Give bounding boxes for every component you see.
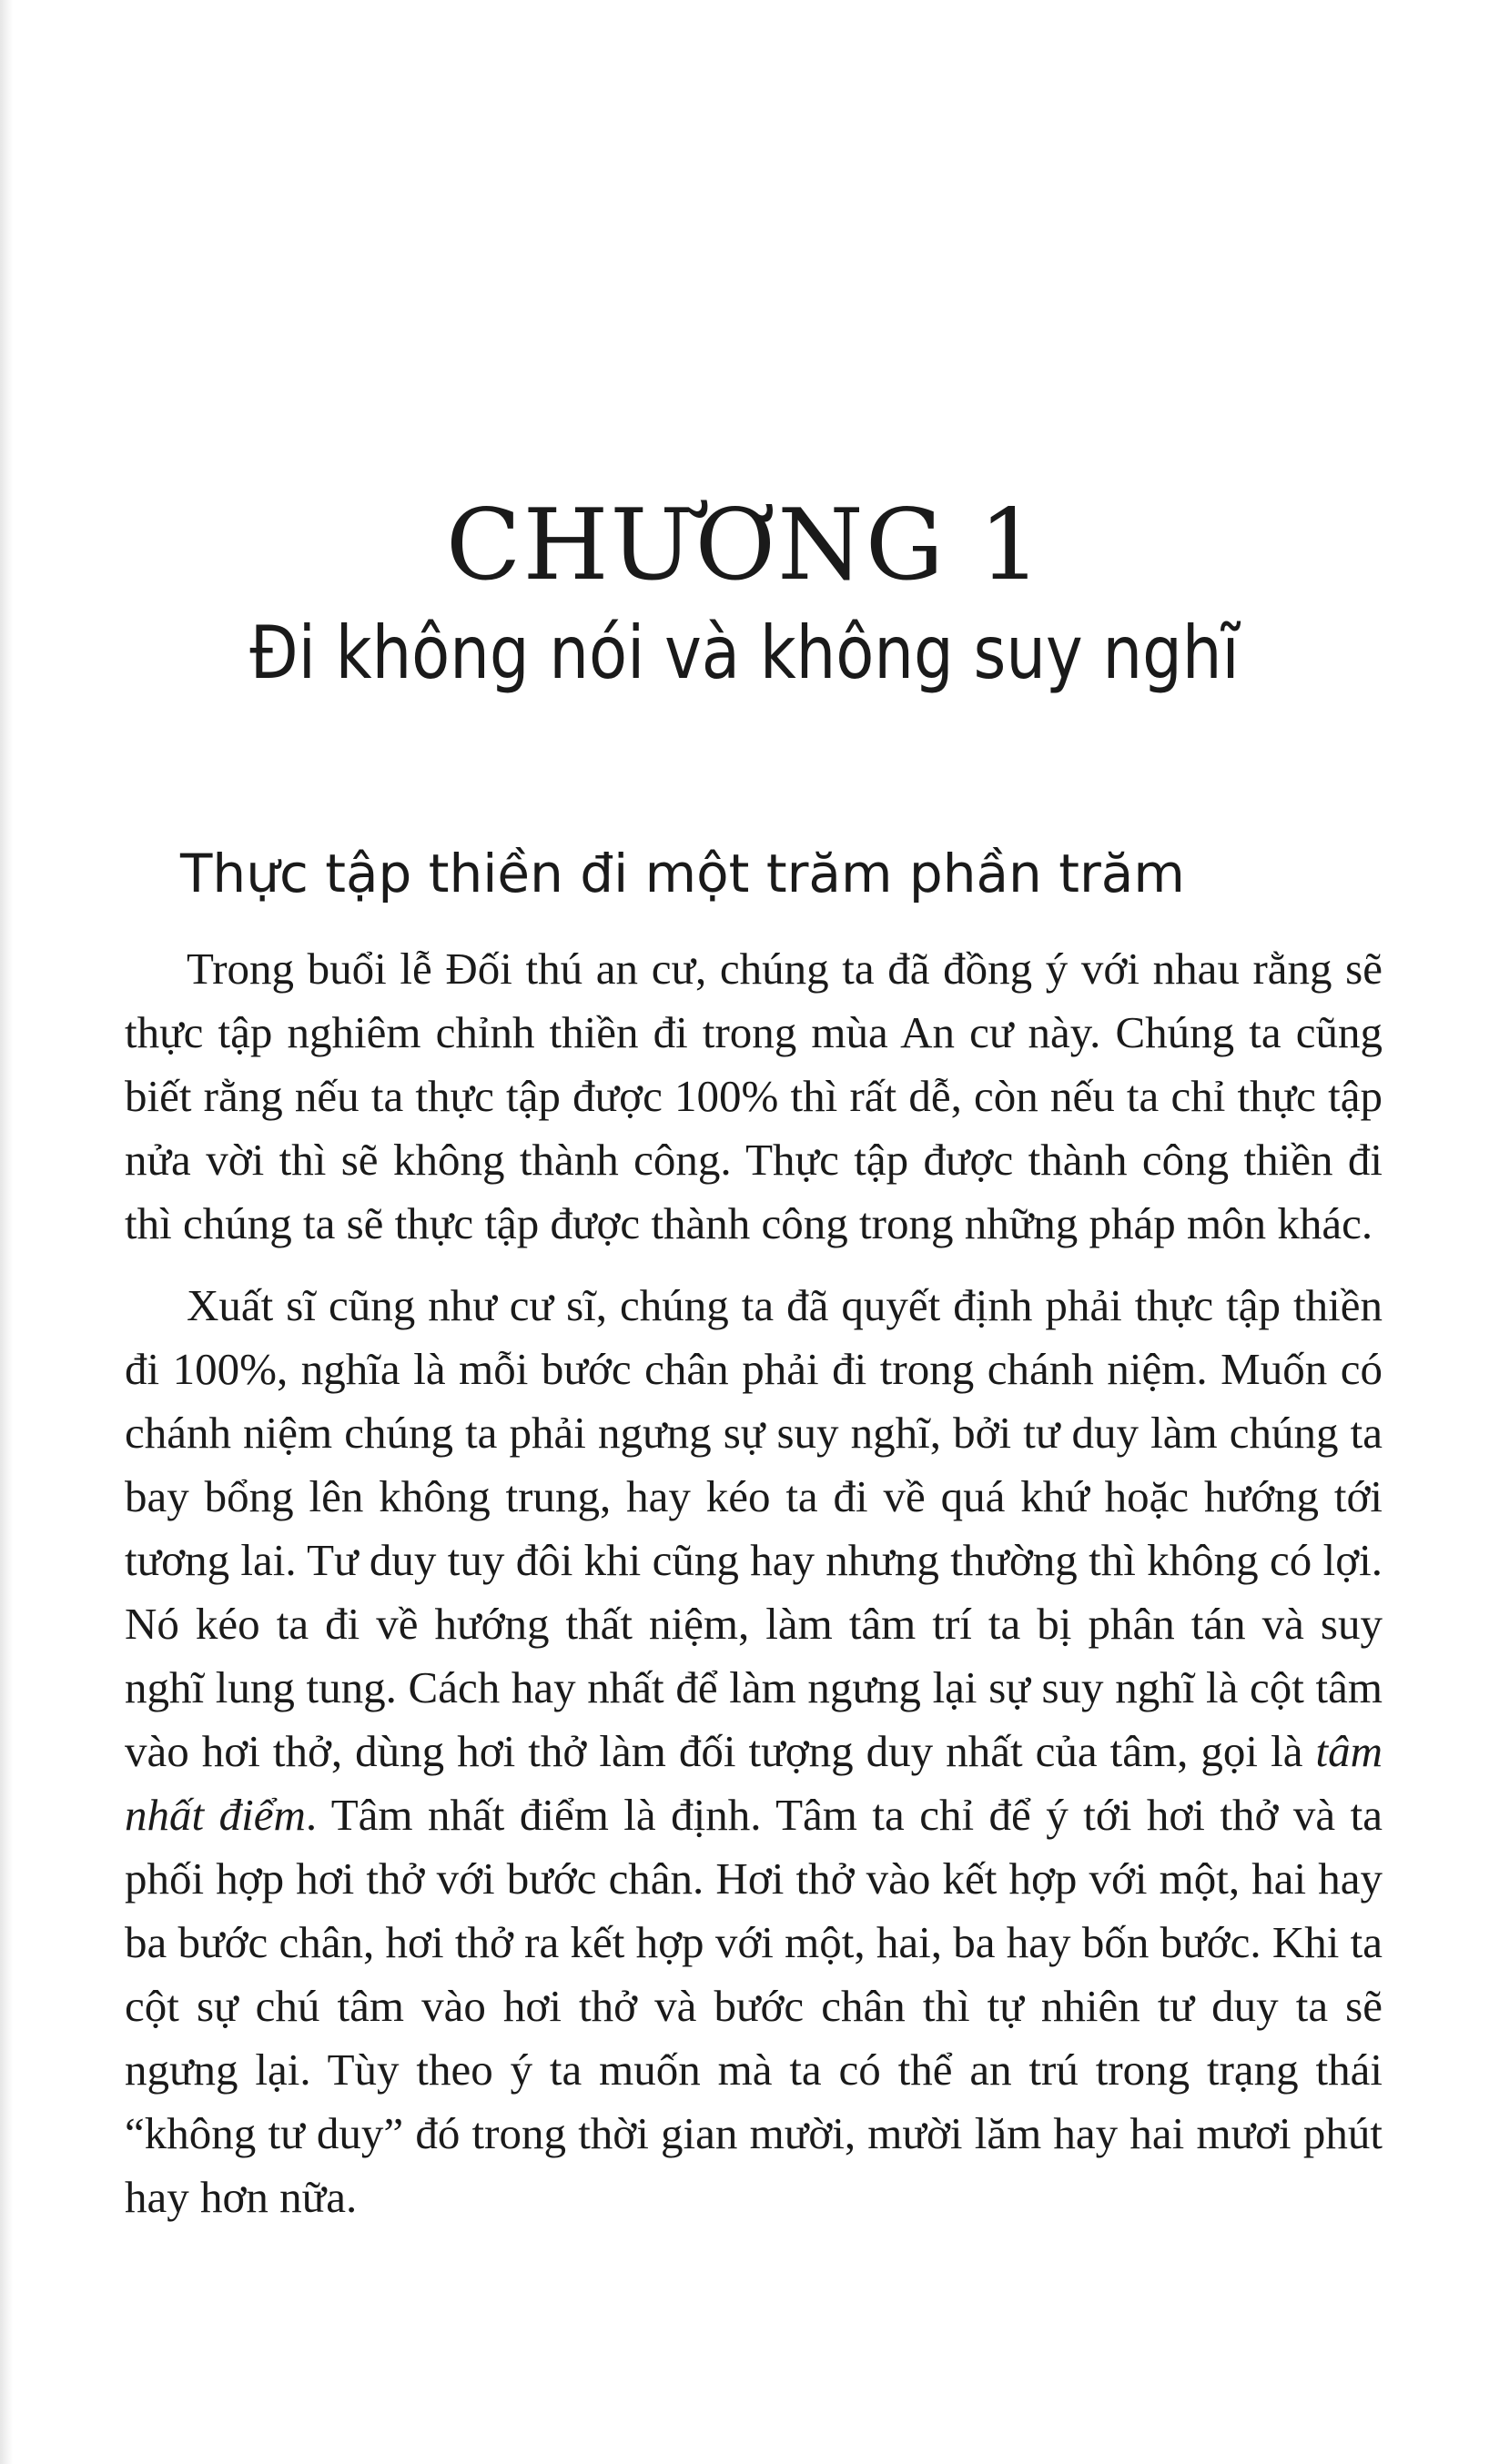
section-heading: Thực tập thiền đi một trăm phần trăm	[180, 843, 1185, 904]
paragraph-2	[125, 1274, 1383, 2229]
chapter-label: CHƯƠNG 1	[445, 489, 1044, 602]
paragraph-2-part-2: . Tâm nhất điểm là định. Tâm ta chỉ để ý tới hơi thở và ta phối hợp hơi thở với bước chân. Hơi thở vào kết hợp với một, hai hay ba bước chân, hơi thở ra kết hợp với một, hai, ba hay bốn bước. Khi ta cột sự chú tâm vào hơi thở và bước chân thì tự nhiên tư duy ta sẽ ngưng lại. Tùy theo ý ta muốn mà ta có thể an trú trong trạng thái “không tư duy” đó trong thời gian mười, mười lăm hay hai mươi phút hay hơn nữa.	[125, 1790, 1383, 2222]
paragraph-1: Trong buổi lễ Đối thú an cư, chúng ta đã đồng ý với nhau rằng sẽ thực tập nghiêm chỉnh thiền đi trong mùa An cư này. Chúng ta cũng biết rằng nếu ta thực tập được 100% thì rất dễ, còn nếu ta chỉ thực tập nửa vời thì sẽ không thành công. Thực tập được thành công thiền đi thì chúng ta sẽ thực tập được thành công trong những pháp môn khác.	[125, 944, 1383, 1248]
paragraph-2-part-1: Xuất sĩ cũng như cư sĩ, chúng ta đã quyết định phải thực tập thiền đi 100%, nghĩa là mỗi bước chân phải đi trong chánh niệm. Muốn có chánh niệm chúng ta phải ngưng sự suy nghĩ, bởi tư duy làm chúng ta bay bổng lên không trung, hay kéo ta đi về quá khứ hoặc hướng tới tương lai. Tư duy tuy đôi khi cũng hay nhưng thường thì không có lợi. Nó kéo ta đi về hướng thất niệm, làm tâm trí ta bị phân tán và suy nghĩ lung tung. Cách hay nhất để làm ngưng lại sự suy nghĩ là cột tâm vào hơi thở, dùng hơi thở làm đối tượng duy nhất của tâm, gọi là	[125, 1280, 1383, 1776]
emphasis-term: tâm nhất điểm	[125, 1726, 1383, 1840]
body-text	[125, 937, 1383, 2247]
chapter-title: Đi không nói và không suy nghĩ	[249, 611, 1240, 695]
page-binding-edge	[0, 0, 13, 2464]
